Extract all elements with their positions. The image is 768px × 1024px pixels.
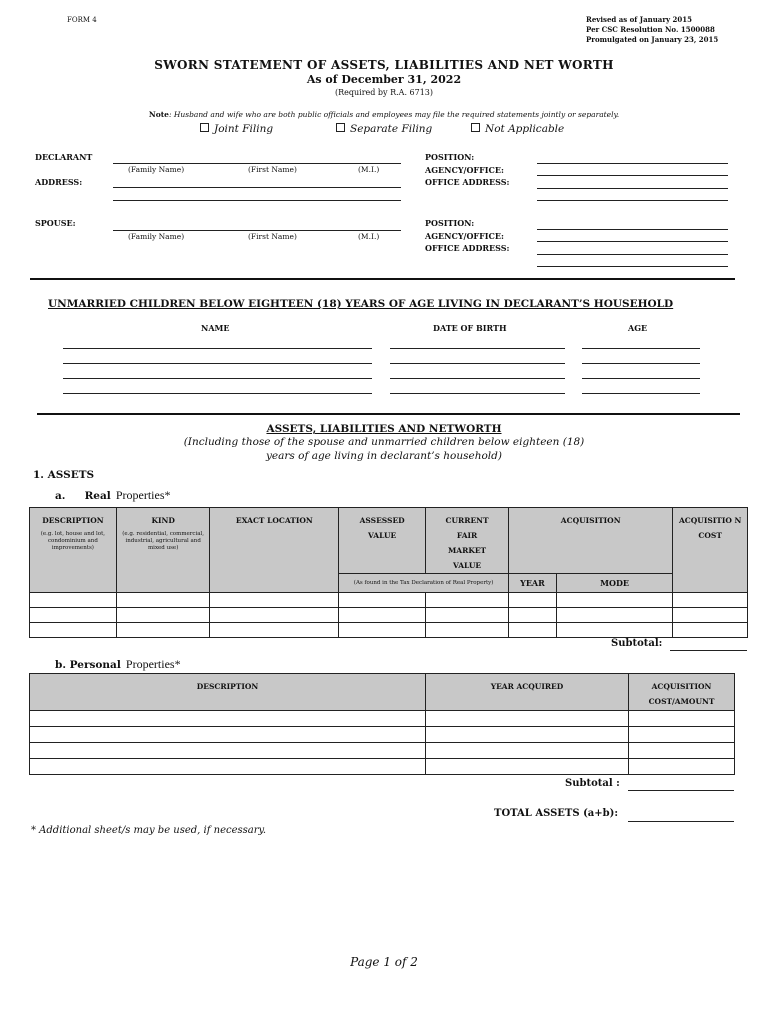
cell[interactable] <box>673 608 748 623</box>
personal-suffix: Properties* <box>125 657 181 671</box>
cell[interactable] <box>509 623 557 638</box>
mode-header: MODE <box>556 574 672 593</box>
revised-date: Revised as of January 2015 <box>586 15 692 24</box>
joint-filing-option[interactable] <box>200 123 273 135</box>
personal-prefix: b. Personal <box>55 659 121 671</box>
personal-subtotal-label: Subtotal : <box>565 778 620 789</box>
description-header-label: DESCRIPTION <box>42 516 104 525</box>
child-age-field[interactable] <box>582 363 700 364</box>
description-header <box>30 508 117 593</box>
total-assets-label: TOTAL ASSETS (a+b): <box>494 808 619 819</box>
cell[interactable] <box>426 608 509 623</box>
spouse-position-label: POSITION: <box>425 218 475 228</box>
personal-properties-heading <box>55 653 181 672</box>
as-of-date: As of December 31, 2022 <box>306 73 462 86</box>
cell[interactable] <box>556 623 672 638</box>
exact-location-header <box>210 508 339 593</box>
cell[interactable] <box>426 743 629 759</box>
spouse-label: SPOUSE: <box>35 218 76 228</box>
spouse-name-field[interactable] <box>113 230 401 231</box>
personal-description-label: DESCRIPTION <box>196 682 259 691</box>
cell[interactable] <box>339 623 426 638</box>
cell[interactable] <box>30 593 117 608</box>
spouse-agency-field[interactable] <box>537 241 728 242</box>
child-dob-field[interactable] <box>390 363 565 364</box>
assets-subtitle-1: (Including those of the spouse and unmarried children below eighteen (18) <box>183 436 585 448</box>
child-age-field[interactable] <box>582 393 700 394</box>
cell[interactable] <box>116 593 210 608</box>
note-label: Note <box>148 110 169 119</box>
section-divider <box>37 413 740 415</box>
child-name-field[interactable] <box>63 363 372 364</box>
position-field[interactable] <box>537 163 728 164</box>
family-name-caption: (Family Name) <box>128 165 185 174</box>
acquisition-header <box>509 508 673 574</box>
assets-subtitle-2: years of age living in declarant’s household) <box>266 450 502 462</box>
spouse-family-name-caption: (Family Name) <box>128 232 185 241</box>
cell[interactable] <box>30 759 426 775</box>
checkbox-icon[interactable] <box>336 123 345 132</box>
assessed-value-header <box>339 508 426 574</box>
cell[interactable] <box>30 743 426 759</box>
cell[interactable] <box>210 593 339 608</box>
filing-note <box>0 110 768 119</box>
cell[interactable] <box>30 727 426 743</box>
cell[interactable] <box>426 623 509 638</box>
separate-filing-option[interactable] <box>336 123 432 135</box>
cell[interactable] <box>556 608 672 623</box>
spouse-position-field[interactable] <box>537 229 728 230</box>
personal-properties-table <box>29 673 735 775</box>
cell[interactable] <box>210 608 339 623</box>
personal-cost-header <box>629 674 735 711</box>
child-age-field[interactable] <box>582 378 700 379</box>
acquisition-cost-header <box>673 508 748 593</box>
cell[interactable] <box>339 593 426 608</box>
child-dob-field[interactable] <box>390 378 565 379</box>
real-suffix: Properties* <box>115 488 171 502</box>
acquisition-cost-label: ACQUISITIO N COST <box>678 516 742 540</box>
cell[interactable] <box>426 593 509 608</box>
cell[interactable] <box>556 593 672 608</box>
acquisition-label: ACQUISITION <box>560 516 621 525</box>
not-applicable-option[interactable] <box>471 123 564 135</box>
table-row[interactable] <box>30 623 748 638</box>
current-fair-label: CURRENT FAIR MARKET VALUE <box>445 516 489 570</box>
cell[interactable] <box>629 759 735 775</box>
cell[interactable] <box>509 608 557 623</box>
children-dob-header: DATE OF BIRTH <box>433 323 507 333</box>
form-number: FORM 4 <box>67 16 97 24</box>
spouse-office-address-field-1[interactable] <box>537 254 728 255</box>
page-number: Page 1 of 2 <box>350 955 418 969</box>
csc-resolution: Per CSC Resolution No. 1500088 <box>586 25 715 34</box>
child-name-field[interactable] <box>63 378 372 379</box>
not-applicable-label: Not Applicable <box>485 123 565 135</box>
table-row[interactable] <box>30 727 735 743</box>
cell[interactable] <box>629 743 735 759</box>
spouse-mi-caption: (M.I.) <box>358 232 380 241</box>
agency-field[interactable] <box>537 175 728 176</box>
children-age-header: AGE <box>628 323 648 333</box>
cell[interactable] <box>673 623 748 638</box>
child-name-field[interactable] <box>63 348 372 349</box>
real-subtotal-field[interactable] <box>670 650 747 651</box>
real-properties-table <box>29 507 748 638</box>
assets-section-heading: 1. ASSETS <box>33 469 95 481</box>
promulgated-date: Promulgated on January 23, 2015 <box>586 35 719 44</box>
position-label: POSITION: <box>425 152 475 162</box>
personal-cost-label: ACQUISITION COST/AMOUNT <box>648 682 715 706</box>
declarant-label: DECLARANT <box>35 152 93 162</box>
child-name-field[interactable] <box>63 393 372 394</box>
real-label: Real <box>84 490 111 502</box>
cell[interactable] <box>629 711 735 727</box>
checkbox-icon[interactable] <box>471 123 480 132</box>
kind-header-note: (e.g. residential, commercial, industrial, agricultural and mixed use) <box>122 531 205 551</box>
table-row[interactable] <box>30 711 735 727</box>
table-row[interactable] <box>30 743 735 759</box>
office-address-field-1[interactable] <box>537 188 728 189</box>
current-fair-header <box>426 508 509 574</box>
cell[interactable] <box>30 608 117 623</box>
spouse-office-address-label: OFFICE ADDRESS: <box>425 243 510 253</box>
first-name-caption: (First Name) <box>248 165 297 174</box>
assessed-value-label: ASSESSED VALUE <box>359 516 405 540</box>
mi-caption: (M.I.) <box>358 165 380 174</box>
note-text: : Husband and wife who are both public officials and employees may file the required statements jointly or separately. <box>168 110 620 119</box>
child-age-field[interactable] <box>582 348 700 349</box>
cell[interactable] <box>339 608 426 623</box>
exact-location-label: EXACT LOCATION <box>235 516 313 525</box>
cell[interactable] <box>30 711 426 727</box>
table-row[interactable] <box>30 608 748 623</box>
child-dob-field[interactable] <box>390 393 565 394</box>
real-properties-heading <box>55 484 171 503</box>
cell[interactable] <box>426 727 629 743</box>
cell[interactable] <box>210 623 339 638</box>
cell[interactable] <box>426 711 629 727</box>
children-name-header: NAME <box>201 323 230 333</box>
cell[interactable] <box>116 608 210 623</box>
address-label: ADDRESS: <box>35 177 83 187</box>
required-by: (Required by R.A. 6713) <box>334 88 434 97</box>
cell[interactable] <box>673 593 748 608</box>
table-row[interactable] <box>30 759 735 775</box>
address-field-1[interactable] <box>113 187 401 188</box>
year-acquired-label: YEAR ACQUIRED <box>490 682 564 691</box>
section-divider <box>30 278 735 280</box>
total-assets-field[interactable] <box>628 821 734 822</box>
spouse-agency-label: AGENCY/OFFICE: <box>425 231 504 241</box>
real-subtotal-label: Subtotal: <box>611 638 663 649</box>
personal-description-header <box>30 674 426 711</box>
address-field-2[interactable] <box>113 200 401 201</box>
table-row[interactable] <box>30 593 748 608</box>
tax-declaration-note <box>339 574 509 593</box>
office-address-field-2[interactable] <box>537 200 728 201</box>
child-dob-field[interactable] <box>390 348 565 349</box>
document-title: SWORN STATEMENT OF ASSETS, LIABILITIES AND NET WORTH <box>154 58 614 72</box>
assets-title: ASSETS, LIABILITIES AND NETWORTH <box>266 423 502 435</box>
agency-label: AGENCY/OFFICE: <box>425 165 504 175</box>
declarant-name-field[interactable] <box>113 163 401 164</box>
joint-filing-label: Joint Filing <box>214 123 274 135</box>
spouse-office-address-field-2[interactable] <box>537 266 728 267</box>
cell[interactable] <box>116 623 210 638</box>
tax-declaration-text: (As found in the Tax Declaration of Real Property) <box>353 579 494 586</box>
revision-info <box>586 15 718 45</box>
children-section-title: UNMARRIED CHILDREN BELOW EIGHTEEN (18) YEARS OF AGE LIVING IN DECLARANT’S HOUSEHOLD <box>48 298 674 310</box>
description-header-note: (e.g. lot, house and lot, condominium and improvements) <box>40 531 106 551</box>
office-address-label: OFFICE ADDRESS: <box>425 177 510 187</box>
cell[interactable] <box>509 593 557 608</box>
year-header: YEAR <box>509 574 557 593</box>
real-prefix: a. <box>55 490 66 502</box>
cell[interactable] <box>629 727 735 743</box>
cell[interactable] <box>30 623 117 638</box>
kind-header-label: KIND <box>151 516 175 525</box>
kind-header <box>116 508 210 593</box>
checkbox-icon[interactable] <box>200 123 209 132</box>
year-acquired-header <box>426 674 629 711</box>
separate-filing-label: Separate Filing <box>350 123 433 135</box>
additional-sheets-note: * Additional sheet/s may be used, if necessary. <box>31 825 267 836</box>
personal-subtotal-field[interactable] <box>628 790 734 791</box>
cell[interactable] <box>426 759 629 775</box>
spouse-first-name-caption: (First Name) <box>248 232 297 241</box>
